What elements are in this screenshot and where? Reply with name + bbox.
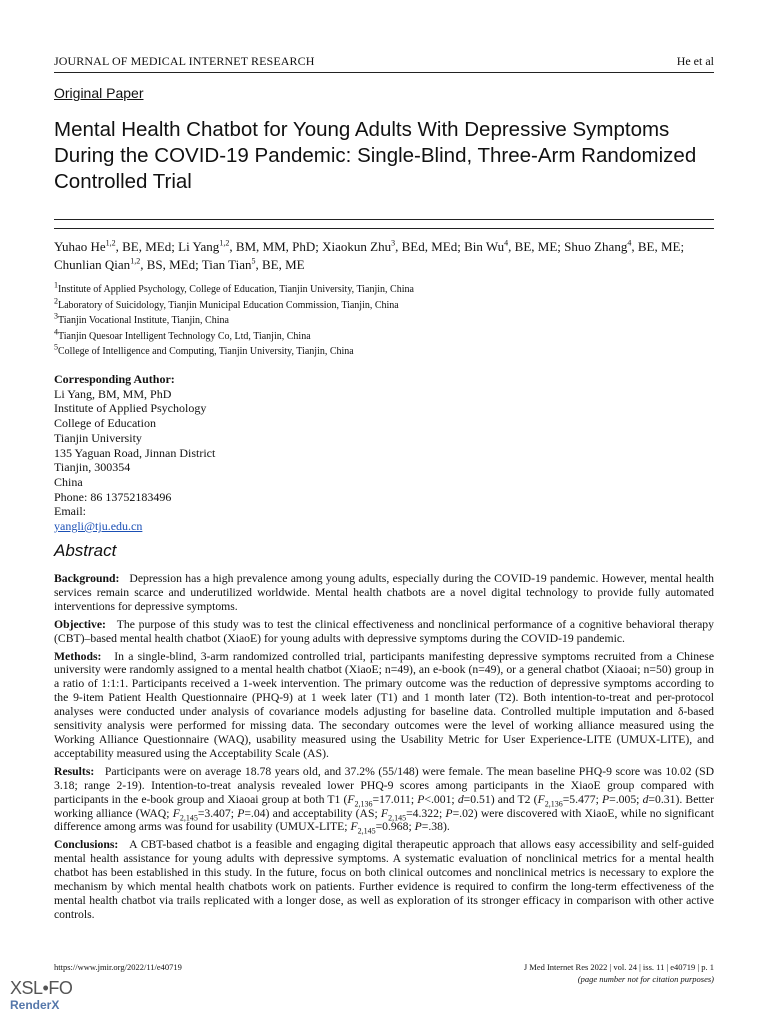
author-name: Shuo Zhang [564, 239, 628, 254]
stat-value: =0.31). Better working alliance (WAQ; [54, 792, 714, 820]
section-text: The purpose of this study was to test the clinical effectiveness and nonclinical performance of a cognitive behavioral therapy (CBT)–based mental health chatbot (XiaoE) for young adults with depressive symptoms during the COVID-19 pandemic. [54, 617, 714, 645]
author-affiliation-ref: 4 [504, 238, 509, 248]
author-degrees: , BE, ME; [508, 239, 565, 254]
author-degrees: , BE, ME; [631, 239, 685, 254]
author-degrees: , BE, ME [255, 257, 305, 272]
df-subscript: 2,145 [179, 812, 198, 822]
author-name: Yuhao He [54, 239, 106, 254]
section-text: Depression has a high prevalence among young adults, especially during the COVID-19 pandemic. However, mental health services remain scarce and underutilized worldwide. Mental health chatbots are a novel digital technology to provide fully automated interventions for depressive symptoms. [54, 572, 714, 613]
affiliation-text: Tianjin Vocational Institute, Tianjin, China [58, 315, 229, 326]
footer-citation: J Med Internet Res 2022 | vol. 24 | iss. 11 | e40719 | p. 1 [523, 962, 714, 972]
xslfo-renderx-logo [10, 978, 72, 1012]
footer-url[interactable]: https://www.jmir.org/2022/11/e40719 [54, 962, 182, 972]
affiliation-number: 2 [54, 296, 58, 306]
stat-value: <.001; [424, 792, 458, 806]
corresponding-line: Tianjin, 300354 [54, 460, 131, 475]
affiliation-item [54, 344, 714, 360]
affiliation-item [54, 329, 714, 345]
affiliation-text: College of Intelligence and Computing, Tianjin University, Tianjin, China [58, 346, 354, 357]
stat-value: =.04) and acceptability (AS; [244, 806, 381, 820]
author-degrees: , BM, MM, PhD; [229, 239, 323, 254]
section-label: Conclusions: [54, 838, 119, 852]
stat-value: =3.407; [197, 806, 238, 820]
corresponding-line: College of Education [54, 416, 156, 431]
abstract-results: Results: Participants were on average 18.78 years old, and 37.2% (55/148) were female. The mean baseline PHQ-9 score was 10.02 (SD 3.18; range 2-19). Intention-to-treat analysis revealed lower PHQ-9 scores among participants in the XiaoE group compared with participants in the e-book group and Xiaoai group at both T1 ($F_{2,136}=17.011$; P<.001; d=0.51) and T2 ($F_{2,136}=5.477$; P=.005; d=0.31). Better working alliance (WAQ; $F_{2,145}=3.407$; P=.04) and acceptability (AS; $F_{2,145}=4.322$; P=.02) were discovered with XiaoE, while no significant difference among arms was found for usability (UMUX-LITE; $F_{2,145}=0.968$; P=.38). [54, 764, 715, 836]
abstract-background [54, 572, 714, 614]
author-affiliation-ref: 3 [391, 238, 396, 248]
title-divider-bottom [54, 228, 714, 229]
email-label: Email: [54, 504, 86, 519]
corresponding-line: Institute of Applied Psychology [54, 401, 207, 416]
affiliations [54, 282, 714, 360]
df-subscript: 2,145 [357, 826, 376, 836]
abstract-objective [54, 618, 714, 646]
section-text: In a single-blind, 3-arm randomized controlled trial, participants manifesting depressive symptoms recruited from a Chinese university were randomly assigned to a mental health chatbot (XiaoE; n=49), an e-book (n=49), or a general chatbot (Xiaoai; n=50) group in a ratio of 1:1:1. Participants received a 1-week intervention. The primary outcome was the reduction of depressive symptoms according to the 9-item Patient Health Questionnaire (PHQ-9) at 1 week later (T1) and 1 month later (T2). Both intention-to-treat and per-protocol analyses were conducted under analysis of covariance models adjusting for baseline data. Controlled multiple imputation and δ-based sensitivity analysis were performed for missing data. The secondary outcomes were the level of working alliance measured using the Working Alliance Questionnaire (WAQ), usability measured using the Usability Metric for User Experience-LITE (UMUX-LITE), and acceptability measured using the Acceptability Scale (AS). [54, 649, 715, 760]
affiliation-text: Tianjin Quesoar Intelligent Technology Co, Ltd, Tianjin, China [58, 330, 311, 342]
affiliation-text: Laboratory of Suicidology, Tianjin Municipal Education Commission, Tianjin, China [58, 299, 399, 311]
author-name: Chunlian Qian [54, 257, 131, 272]
author-affiliation-ref: 4 [627, 238, 632, 248]
df-subscript: 2,136 [354, 798, 373, 808]
email-link[interactable]: yangli@tju.edu.cn [54, 519, 143, 534]
author-degrees: , BEd, MEd; [395, 239, 465, 254]
section-text: Participants were on average 18.78 years old, and 37.2% (55/148) were female. The mean baseline PHQ-9 score was 10.02 (SD 3.18; range 2-19). Intention-to-treat analysis revealed lower PHQ-9 scores among participants in the XiaoE group compared with participants in the e-book group and Xiaoai group at both T1 ( [54, 764, 715, 806]
affiliation-text: Institute of Applied Psychology, College of Education, Tianjin University, Tianjin, China [58, 284, 414, 295]
author-affiliation-ref: 1,2 [219, 238, 230, 248]
author-name: Bin Wu [464, 239, 505, 254]
author-affiliation-ref: 1,2 [105, 238, 116, 248]
journal-name: JOURNAL OF MEDICAL INTERNET RESEARCH [54, 54, 315, 68]
section-label: Background: [54, 572, 120, 585]
stat-value: =17.011; [372, 792, 418, 806]
corresponding-line: Tianjin University [54, 430, 142, 445]
corresponding-line: Phone: 86 13752183496 [54, 489, 172, 504]
title-divider-top [54, 219, 714, 220]
email-line [54, 504, 215, 533]
corresponding-line: China [54, 474, 83, 489]
corresponding-author-block [54, 372, 215, 534]
abstract-body [54, 572, 714, 926]
section-label: Results: [54, 764, 95, 778]
section-text: A CBT-based chatbot is a feasible and engaging digital therapeutic approach that allows easy accessibility and self-guided mental health assistance for young adults with depressive symptoms. A systematic evaluation of nonclinical metrics for a mental health chatbot has been established in this study. In the future, focus on both clinical outcomes and nonclinical metrics is necessary to explore the mechanism by which mental health chatbots work on patients. Further evidence is required to confirm the long-term effectiveness of the mental health chatbot via trails replicated with a longer dose, as well as exploration of its stronger efficacy in comparison with other active controls. [54, 838, 715, 921]
author-list [54, 238, 716, 274]
author-degrees: , BS, MEd; [140, 257, 202, 272]
logo-line-1: XSL•FO [10, 978, 73, 998]
affiliation-item [54, 298, 714, 314]
author-affiliation-ref: 5 [251, 256, 256, 266]
stat-value: =.38). [421, 820, 450, 834]
abstract-conclusions [54, 838, 714, 921]
affiliation-item [54, 313, 714, 329]
author-affiliation-ref: 1,2 [130, 256, 141, 266]
affiliation-number: 1 [54, 280, 58, 290]
stat-value: =.02) were discovered with XiaoE, while no significant difference among arms was found for usability (UMUX-LITE; [54, 806, 715, 834]
stat-value: =0.968; [375, 820, 415, 834]
logo-line-2: RenderX [10, 998, 60, 1012]
stat-value: =5.477; [562, 792, 602, 806]
author-degrees: , BE, MEd; [115, 239, 179, 254]
stat-value: =4.322; [406, 806, 446, 820]
section-label: Objective: [54, 617, 106, 631]
affiliation-number: 3 [54, 311, 58, 321]
section-label: Methods: [54, 649, 102, 663]
stat-value: =.005; [609, 792, 643, 806]
df-subscript: 2,136 [544, 798, 563, 808]
author-name: Xiaokun Zhu [322, 239, 392, 254]
corresponding-author-heading: Corresponding Author: [54, 372, 175, 386]
article-title: Mental Health Chatbot for Young Adults With Depressive Symptoms During the COVID-19 Pandemic: Single-Blind, Three-Arm Randomized Controlled Trial [54, 118, 697, 193]
corresponding-line: 135 Yaguan Road, Jinnan District [54, 445, 216, 460]
running-header [54, 52, 714, 73]
df-subscript: 2,145 [388, 812, 407, 822]
article-type: Original Paper [54, 85, 144, 101]
abstract-methods [54, 650, 714, 761]
corresponding-line: Li Yang, BM, MM, PhD [54, 386, 172, 401]
affiliation-number: 5 [54, 342, 58, 352]
abstract-heading: Abstract [54, 541, 117, 560]
footer-note: (page number not for citation purposes) [577, 974, 714, 984]
author-name: Li Yang [178, 239, 220, 254]
affiliation-number: 4 [54, 327, 58, 337]
stat-value: =0.51) and T2 ( [463, 792, 538, 806]
affiliation-item [54, 282, 714, 298]
running-author: He et al [676, 54, 714, 68]
author-name: Tian Tian [201, 257, 252, 272]
